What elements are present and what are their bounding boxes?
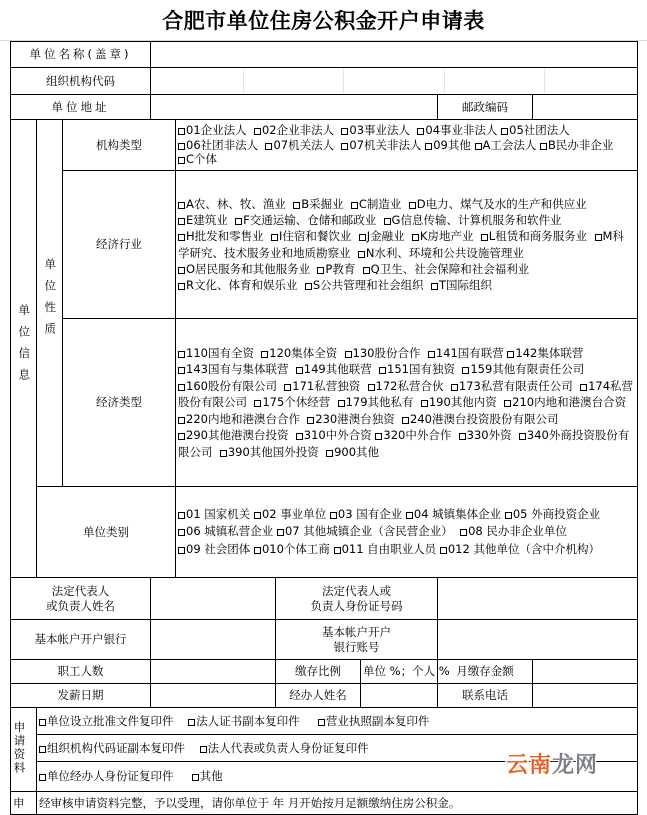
checkbox-icon[interactable] <box>317 267 324 274</box>
checkbox-icon[interactable] <box>507 351 514 358</box>
unit-category-option-10[interactable]: 011 自由职业人员 <box>334 542 437 556</box>
watermark: 云南龙网 <box>506 753 599 778</box>
checkbox-icon[interactable] <box>293 202 300 209</box>
checkbox-icon[interactable] <box>178 128 185 135</box>
economic-type-option-15[interactable]: 179其他私有 <box>338 395 414 409</box>
org-type-option-5[interactable]: 06社团非法人 <box>178 138 258 152</box>
economic-type-option-25[interactable]: 340外商投资股份有限公司 <box>178 428 630 459</box>
org-type-option-10[interactable]: B民办非企业 <box>540 138 613 152</box>
economic-type-option-23[interactable]: 320中外合作 <box>375 428 451 442</box>
unit-category-option-11[interactable]: 012 其他单位（含中介机构） <box>440 542 600 556</box>
materials-row-3[interactable] <box>37 762 638 792</box>
checkbox-icon[interactable] <box>345 351 352 358</box>
checkbox-icon[interactable] <box>451 384 458 391</box>
industry-option-2[interactable]: C制造业 <box>351 197 402 211</box>
checkbox-icon[interactable] <box>254 128 261 135</box>
table-row-payday-operator <box>11 684 638 708</box>
industry-option-14[interactable]: O居民服务和其他服务业 <box>178 262 310 276</box>
basic-account-bank-label: 基本帐户开户银行 <box>11 620 151 660</box>
checkbox-icon[interactable] <box>254 512 261 519</box>
checkbox-icon[interactable] <box>459 433 466 440</box>
checkbox-icon[interactable] <box>284 384 291 391</box>
industry-option-18[interactable]: S公共管理和社会组织 <box>305 278 424 292</box>
deposit-ratio-label: 缴存比例 <box>276 660 361 684</box>
checkbox-icon[interactable] <box>178 529 185 536</box>
checkbox-icon[interactable] <box>475 143 482 150</box>
checkbox-icon[interactable] <box>417 128 424 135</box>
org-code-cell-5[interactable] <box>545 69 635 93</box>
unit-address-label: 单位地址 <box>11 95 151 120</box>
org-type-option-1[interactable]: 02企业非法人 <box>254 123 334 137</box>
legal-rep-id-label: 法定代表人或 负责人身份证号码 <box>276 578 438 620</box>
checkbox-icon[interactable] <box>334 547 341 554</box>
table-row-org-type <box>11 120 638 171</box>
org-code-cell-2[interactable] <box>243 69 343 93</box>
acceptance-vertical-label: 申 <box>11 792 37 815</box>
checkbox-icon[interactable] <box>265 143 272 150</box>
checkbox-icon[interactable] <box>178 267 185 274</box>
table-row-materials-3 <box>11 762 638 792</box>
table-row-unit-address <box>11 95 638 120</box>
org-code-cell-1[interactable] <box>153 69 243 93</box>
table-row-basic-account <box>11 620 638 660</box>
checkbox-icon[interactable] <box>178 283 185 290</box>
org-type-option-9[interactable]: A工会法人 <box>475 138 537 152</box>
economic-type-label: 经济类型 <box>63 319 176 487</box>
industry-option-10[interactable]: K房地产业 <box>412 229 474 243</box>
checkbox-icon[interactable] <box>540 143 547 150</box>
checkbox-icon[interactable] <box>359 234 366 241</box>
economic-type-option-5[interactable]: 143国有与集体联营 <box>178 362 288 376</box>
org-type-option-6[interactable]: 07机关法人 <box>265 138 334 152</box>
industry-option-12[interactable]: M科学研究、技术服务业和地质勘察业 <box>178 229 624 260</box>
unit-info-vertical-label: 单位信息 <box>11 120 37 578</box>
checkbox-icon[interactable] <box>254 400 261 407</box>
checkbox-icon[interactable] <box>595 234 602 241</box>
checkbox-icon[interactable] <box>330 512 337 519</box>
checkbox-icon[interactable] <box>178 351 185 358</box>
unit-address-input[interactable] <box>151 95 438 120</box>
industry-option-16[interactable]: Q卫生、社会保障和社会福利业 <box>363 262 530 276</box>
basic-account-number-input[interactable] <box>438 620 638 660</box>
checkbox-icon[interactable] <box>178 143 185 150</box>
table-row-industry <box>11 171 638 319</box>
checkbox-icon[interactable] <box>254 547 261 554</box>
checkbox-icon[interactable] <box>271 234 278 241</box>
postal-code-label: 邮政编码 <box>438 95 533 120</box>
checkbox-icon[interactable] <box>428 351 435 358</box>
economic-type-option-17[interactable]: 210内地和港澳台合资 <box>504 395 626 409</box>
checkbox-icon[interactable] <box>178 547 185 554</box>
table-row-materials-2 <box>11 735 638 762</box>
contact-phone-input[interactable] <box>533 684 638 708</box>
checkbox-icon[interactable] <box>379 367 386 374</box>
economic-type-option-6[interactable]: 149其他联营 <box>296 362 372 376</box>
checkbox-icon[interactable] <box>462 367 469 374</box>
material-option-6[interactable]: 其他 <box>192 769 223 783</box>
org-type-option-4[interactable]: 05社团法人 <box>501 123 570 137</box>
org-type-option-8[interactable]: 09其他 <box>425 138 471 152</box>
checkbox-icon[interactable] <box>200 746 207 753</box>
economic-type-option-1[interactable]: 120集体全资 <box>261 346 337 360</box>
material-option-1[interactable]: 法人证书副本复印件 <box>188 714 300 728</box>
industry-option-1[interactable]: B采掘业 <box>293 197 343 211</box>
checkbox-icon[interactable] <box>326 450 333 457</box>
unit-category-option-3[interactable]: 04 城镇集体企业 <box>406 507 501 521</box>
org-type-option-0[interactable]: 01企业法人 <box>178 123 247 137</box>
economic-type-option-11[interactable]: 172私营合伙 <box>368 379 444 393</box>
application-form-table <box>10 41 638 815</box>
industry-option-7[interactable]: H批发和零售业 <box>178 229 264 243</box>
industry-option-0[interactable]: A农、林、牧、渔业 <box>178 197 286 211</box>
economic-type-option-12[interactable]: 173私营有限责任公司 <box>451 379 573 393</box>
acceptance-note: 经审核申请资料完整，予以受理，请你单位于 年 月开始按月足额缴纳住房公积金。 <box>37 792 638 815</box>
industry-option-4[interactable]: E建筑业 <box>178 213 228 227</box>
unit-category-options[interactable] <box>176 487 638 578</box>
industry-option-6[interactable]: G信息传输、计算机服务和软件业 <box>384 213 562 227</box>
org-code-cell-3[interactable] <box>344 69 444 93</box>
checkbox-icon[interactable] <box>318 719 325 726</box>
unit-category-option-6[interactable]: 07 其他城镇企业（含民营企业） <box>277 524 453 538</box>
checkbox-icon[interactable] <box>341 143 348 150</box>
checkbox-icon[interactable] <box>375 433 382 440</box>
checkbox-icon[interactable] <box>235 218 242 225</box>
economic-type-option-3[interactable]: 141国有联营 <box>428 346 504 360</box>
checkbox-icon[interactable] <box>368 384 375 391</box>
unit-name-input[interactable] <box>151 42 638 68</box>
material-option-5[interactable]: 单位经办人身份证复印件 <box>39 769 174 783</box>
org-code-input[interactable] <box>151 68 638 95</box>
economic-type-option-4[interactable]: 142集体联营 <box>507 346 583 360</box>
monthly-deposit-input[interactable] <box>533 660 638 684</box>
economic-type-option-19[interactable]: 230港澳台独资 <box>307 412 394 426</box>
org-type-option-3[interactable]: 04事业非法人 <box>417 123 497 137</box>
checkbox-icon[interactable] <box>296 433 303 440</box>
checkbox-icon[interactable] <box>431 283 438 290</box>
checkbox-icon[interactable] <box>178 234 185 241</box>
checkbox-icon[interactable] <box>421 400 428 407</box>
checkbox-icon[interactable] <box>178 157 185 164</box>
industry-option-13[interactable]: N水利、环境和公共设施管理业 <box>358 246 524 260</box>
operator-name-label: 经办人姓名 <box>276 684 361 708</box>
org-code-cell-4[interactable] <box>444 69 544 93</box>
table-row-economic-type <box>11 319 638 487</box>
checkbox-icon[interactable] <box>481 234 488 241</box>
checkbox-icon[interactable] <box>580 384 587 391</box>
economic-type-option-21[interactable]: 290其他港澳台投资 <box>178 428 288 442</box>
unit-category-option-9[interactable]: 010个体工商 <box>254 542 330 556</box>
checkbox-icon[interactable] <box>409 202 416 209</box>
checkbox-icon[interactable] <box>351 202 358 209</box>
monthly-deposit-label: 月缴存金额 <box>438 660 533 684</box>
deposit-ratio-input[interactable]: 单位 %；个人 % <box>361 660 438 684</box>
checkbox-icon[interactable] <box>296 367 303 374</box>
economic-type-option-14[interactable]: 175个休经营 <box>254 395 330 409</box>
materials-row-1[interactable] <box>37 708 638 735</box>
checkbox-icon[interactable] <box>519 433 526 440</box>
unit-category-option-2[interactable]: 03 国有企业 <box>330 507 402 521</box>
unit-name-label: 单位名称(盖章) <box>11 42 151 68</box>
table-row-unit-name <box>11 42 638 68</box>
economic-type-option-24[interactable]: 330外资 <box>459 428 512 442</box>
materials-row-2[interactable] <box>37 735 638 762</box>
org-type-options[interactable] <box>176 120 638 171</box>
checkbox-icon[interactable] <box>188 719 195 726</box>
unit-category-option-7[interactable]: 08 民办非企业单位 <box>460 524 567 538</box>
economic-type-option-7[interactable]: 151国有独资 <box>379 362 455 376</box>
economic-type-option-9[interactable]: 160股份有限公司 <box>178 379 277 393</box>
economic-type-options[interactable] <box>176 319 638 487</box>
industry-option-11[interactable]: L租赁和商务服务业 <box>481 229 587 243</box>
unit-category-option-5[interactable]: 06 城镇私营企业 <box>178 524 273 538</box>
checkbox-icon[interactable] <box>261 351 268 358</box>
industry-option-15[interactable]: P教育 <box>317 262 355 276</box>
economic-type-option-0[interactable]: 110国有全资 <box>178 346 254 360</box>
unit-category-option-4[interactable]: 05 外商投资企业 <box>505 507 600 521</box>
checkbox-icon[interactable] <box>178 384 185 391</box>
checkbox-icon[interactable] <box>440 547 447 554</box>
org-type-option-7[interactable]: 07机关非法人 <box>341 138 421 152</box>
industry-options[interactable] <box>176 171 638 319</box>
industry-option-3[interactable]: D电力、煤气及水的生产和供应业 <box>409 197 587 211</box>
economic-type-option-13[interactable]: 174私营股份有限公司 <box>178 378 634 410</box>
industry-option-19[interactable]: T国际组织 <box>431 278 492 292</box>
economic-type-option-2[interactable]: 130股份合作 <box>345 346 421 360</box>
industry-option-8[interactable]: I住宿和餐饮业 <box>271 229 351 243</box>
economic-type-option-18[interactable]: 220内地和港澳台合作 <box>178 412 300 426</box>
table-row-legal-rep <box>11 578 638 620</box>
checkbox-icon[interactable] <box>384 218 391 225</box>
unit-category-option-8[interactable]: 09 社会团体 <box>178 542 250 556</box>
employee-count-input[interactable] <box>151 660 276 684</box>
payday-input[interactable] <box>151 684 276 708</box>
unit-nature-vertical-label: 单位性质 <box>37 120 63 487</box>
checkbox-icon[interactable] <box>192 774 199 781</box>
contact-phone-label: 联系电话 <box>438 684 533 708</box>
org-type-option-2[interactable]: 03事业法人 <box>341 123 410 137</box>
checkbox-icon[interactable] <box>307 417 314 424</box>
checkbox-icon[interactable] <box>39 719 46 726</box>
basic-account-bank-input[interactable] <box>151 620 276 660</box>
unit-category-label: 单位类别 <box>37 487 176 578</box>
checkbox-icon[interactable] <box>460 529 467 536</box>
application-materials-vertical-label: 申请资料 <box>11 708 37 792</box>
industry-option-9[interactable]: J金融业 <box>359 229 405 243</box>
checkbox-icon[interactable] <box>402 417 409 424</box>
org-type-label: 机构类型 <box>63 120 176 171</box>
table-row-employee-deposit <box>11 660 638 684</box>
checkbox-icon[interactable] <box>358 251 365 258</box>
checkbox-icon[interactable] <box>178 433 185 440</box>
checkbox-icon[interactable] <box>277 529 284 536</box>
material-option-3[interactable]: 组织机构代码证副本复印件 <box>39 741 185 755</box>
economic-type-option-16[interactable]: 190其他内资 <box>421 395 497 409</box>
checkbox-icon[interactable] <box>178 417 185 424</box>
unit-category-option-1[interactable]: 02 事业单位 <box>254 507 326 521</box>
postal-code-input[interactable] <box>533 95 638 120</box>
basic-account-number-label: 基本帐户开户 银行账号 <box>276 620 438 660</box>
operator-name-input[interactable] <box>361 684 438 708</box>
checkbox-icon[interactable] <box>338 400 345 407</box>
checkbox-icon[interactable] <box>363 267 370 274</box>
checkbox-icon[interactable] <box>406 512 413 519</box>
economic-type-option-8[interactable]: 159其他有限责任公司 <box>462 362 584 376</box>
checkbox-icon[interactable] <box>39 746 46 753</box>
table-row-org-code <box>11 68 638 95</box>
title-bar <box>0 0 647 41</box>
checkbox-icon[interactable] <box>178 367 185 374</box>
legal-rep-id-input[interactable] <box>438 578 638 620</box>
page-title: 合肥市单位住房公积金开户申请表 <box>162 9 485 33</box>
org-code-label: 组织机构代码 <box>11 68 151 95</box>
unit-category-option-0[interactable]: 01 国家机关 <box>178 507 250 521</box>
payday-label: 发薪日期 <box>11 684 151 708</box>
table-row-materials-1 <box>11 708 638 735</box>
checkbox-icon[interactable] <box>305 283 312 290</box>
checkbox-icon[interactable] <box>220 450 227 457</box>
industry-option-5[interactable]: F交通运输、仓储和邮政业 <box>235 213 376 227</box>
economic-type-option-22[interactable]: 310中外合资 <box>296 428 372 442</box>
economic-type-option-10[interactable]: 171私营独资 <box>284 379 360 393</box>
material-option-2[interactable]: 营业执照副本复印件 <box>318 714 430 728</box>
employee-count-label: 职工人数 <box>11 660 151 684</box>
material-option-4[interactable]: 法人代表或负责人身份证复印件 <box>200 741 369 755</box>
checkbox-icon[interactable] <box>178 218 185 225</box>
table-row-unit-category <box>11 487 638 578</box>
economic-type-option-20[interactable]: 240港澳台投资股份有限公司 <box>402 412 558 426</box>
economic-type-option-27[interactable]: 900其他 <box>326 445 379 459</box>
table-row-acceptance <box>11 792 638 815</box>
checkbox-icon[interactable] <box>341 128 348 135</box>
checkbox-icon[interactable] <box>504 400 511 407</box>
checkbox-icon[interactable] <box>501 128 508 135</box>
legal-rep-name-input[interactable] <box>151 578 276 620</box>
checkbox-icon[interactable] <box>178 512 185 519</box>
checkbox-icon[interactable] <box>178 202 185 209</box>
legal-rep-name-label: 法定代表人 或负责人姓名 <box>11 578 151 620</box>
checkbox-icon[interactable] <box>425 143 432 150</box>
economic-type-option-26[interactable]: 390其他国外投资 <box>220 445 319 459</box>
material-option-0[interactable]: 单位设立批准文件复印件 <box>39 714 174 728</box>
industry-option-17[interactable]: R文化、体育和娱乐业 <box>178 278 298 292</box>
industry-label: 经济行业 <box>63 171 176 319</box>
checkbox-icon[interactable] <box>39 774 46 781</box>
org-type-option-11[interactable]: C个体 <box>178 152 217 166</box>
checkbox-icon[interactable] <box>412 234 419 241</box>
checkbox-icon[interactable] <box>505 512 512 519</box>
